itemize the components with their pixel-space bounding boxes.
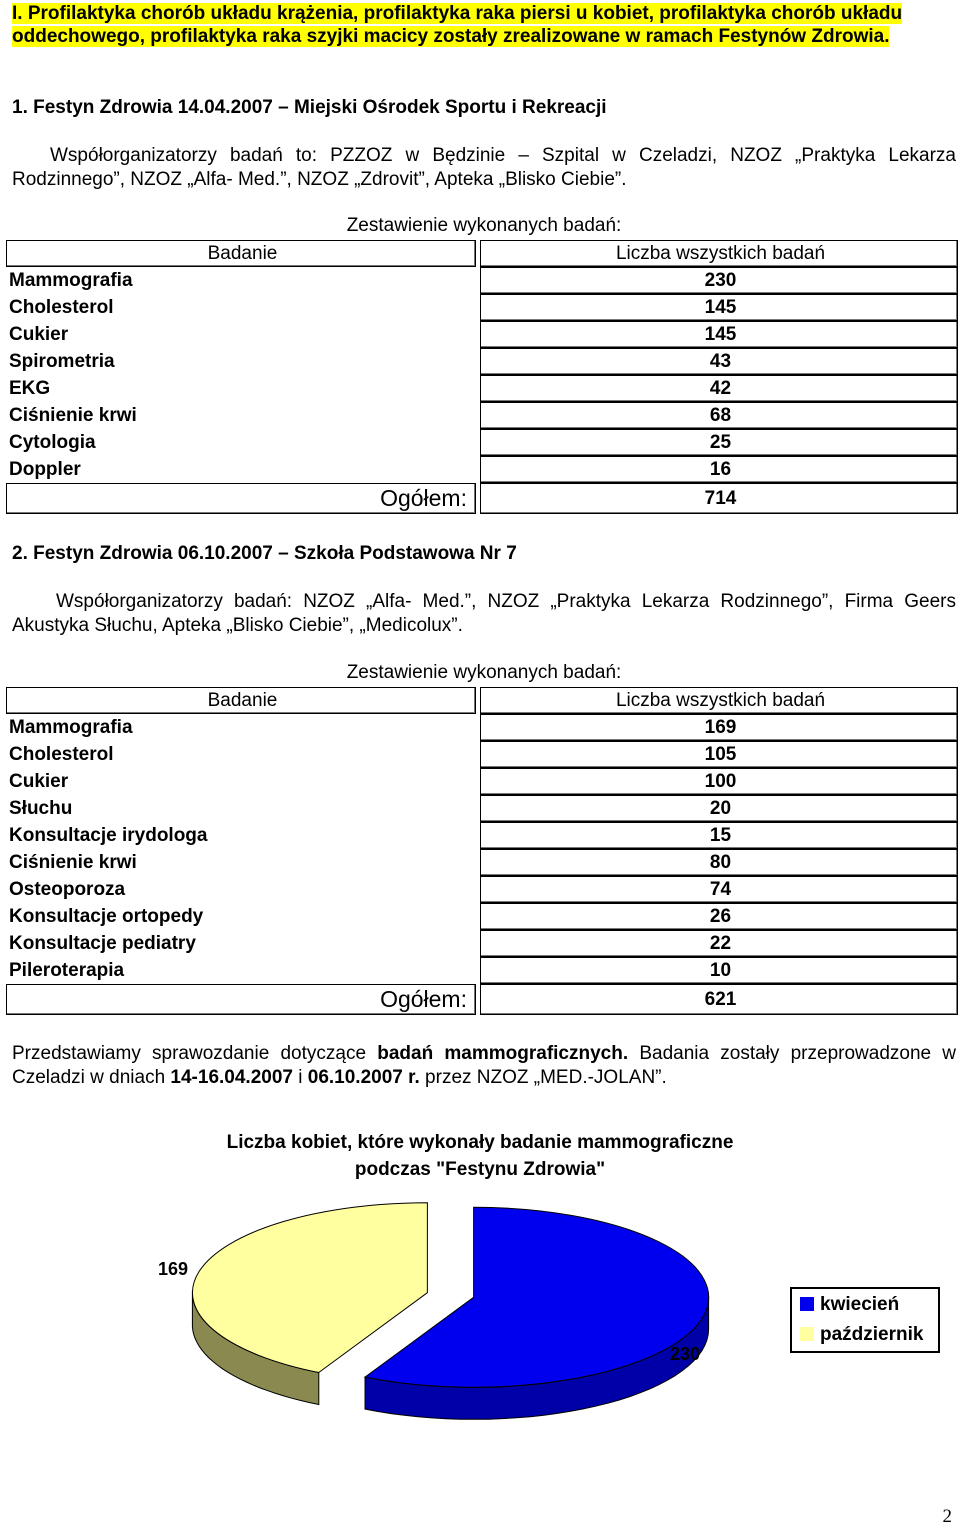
- total-label: Ogółem:: [6, 483, 476, 514]
- festyn1-place: – Miejski Ośrodek Sportu i Rekreacji: [272, 97, 607, 118]
- table-row: [6, 822, 958, 849]
- exam-count: 145: [480, 294, 958, 321]
- chart-title: [120, 1129, 840, 1183]
- exam-count: 25: [480, 429, 958, 456]
- column-header-liczba: Liczba wszystkich badań: [480, 687, 958, 714]
- exam-count: 10: [480, 957, 958, 984]
- chart-title-line-2: podczas "Festynu Zdrowia": [354, 1159, 606, 1180]
- exam-count: 22: [480, 930, 958, 957]
- summary-text-3: i: [292, 1067, 308, 1088]
- table-row: [6, 741, 958, 768]
- exam-name: Doppler: [9, 459, 81, 480]
- exam-name: Mammografia: [9, 270, 133, 291]
- table-row: [6, 456, 958, 483]
- legend-label-kwiecien: kwiecień: [820, 1294, 900, 1315]
- legend-item-pazdziernik: [800, 1323, 923, 1347]
- section-heading: [12, 2, 956, 48]
- exam-count: 68: [480, 402, 958, 429]
- column-header-badanie: Badanie: [6, 687, 476, 714]
- exam-name: Ciśnienie krwi: [9, 852, 137, 873]
- festyn2-title: 2. Festyn Zdrowia 06.10.2007 – Szkoła Podstawowa Nr 7: [12, 543, 517, 564]
- summary-text-4: przez NZOZ „MED.-JOLAN”.: [419, 1067, 667, 1088]
- festyn2-table: [6, 687, 958, 1015]
- exam-name: EKG: [9, 378, 51, 399]
- table-header-row: [6, 687, 958, 714]
- exam-name: Mammografia: [9, 717, 133, 738]
- table-row: [6, 375, 958, 402]
- table-row: [6, 876, 958, 903]
- legend-label-pazdziernik: październik: [820, 1324, 924, 1345]
- festyn1-title: [12, 97, 607, 119]
- table-row: [6, 402, 958, 429]
- festyn1-date: 1. Festyn Zdrowia 14.04.2007: [12, 97, 273, 118]
- legend-swatch-pazdziernik: [800, 1327, 814, 1341]
- exam-count: 169: [480, 714, 958, 741]
- exam-name: Konsultacje ortopedy: [9, 906, 204, 927]
- exam-name: Cholesterol: [9, 744, 114, 765]
- summary-bold-1: badań mammograficznych.: [377, 1043, 629, 1064]
- table-row: [6, 429, 958, 456]
- table-row: [6, 348, 958, 375]
- exam-name: Konsultacje irydologa: [9, 825, 208, 846]
- exam-name: Konsultacje pediatry: [9, 933, 196, 954]
- festyn2-coorganizers: Współorganizatorzy badań: NZOZ „Alfa- Med.”, NZOZ „Praktyka Lekarza Rodzinnego”, Firma Geers Akustyka Słuchu, Apteka „Blisko Ciebie”, „Medicolux”.: [12, 591, 956, 636]
- festyn2-table-caption: Zestawienie wykonanych badań:: [346, 662, 622, 683]
- exam-name: Słuchu: [9, 798, 73, 819]
- summary-date-2: 06.10.2007 r.: [307, 1067, 420, 1088]
- exam-name: Cytologia: [9, 432, 96, 453]
- summary-text-2: Badania zostały przeprowadzone w Czeladzi w dniach: [12, 1043, 957, 1088]
- exam-name: Spirometria: [9, 351, 115, 372]
- table-row: [6, 795, 958, 822]
- page-number: 2: [942, 1506, 952, 1527]
- chart-legend: [790, 1287, 940, 1353]
- legend-item-kwiecien: [800, 1293, 899, 1317]
- exam-count: 16: [480, 456, 958, 483]
- summary-date-1: 14-16.04.2007: [170, 1067, 293, 1088]
- festyn1-coorganizers: Współorganizatorzy badań to: PZZOZ w Będzinie – Szpital w Czeladzi, NZOZ „Praktyka Lekarza Rodzinnego”, NZOZ „Alfa- Med.”, NZOZ „Zdrovit”, Apteka „Blisko Ciebie”.: [12, 145, 956, 190]
- table-header-row: [6, 240, 958, 267]
- exam-name: Cukier: [9, 771, 69, 792]
- exam-count: 15: [480, 822, 958, 849]
- table-row: [6, 267, 958, 294]
- exam-count: 230: [480, 267, 958, 294]
- column-header-liczba: Liczba wszystkich badań: [480, 240, 958, 267]
- exam-count: 43: [480, 348, 958, 375]
- exam-name: Osteoporoza: [9, 879, 126, 900]
- table-row: [6, 957, 958, 984]
- table-row: [6, 768, 958, 795]
- mammography-summary: [12, 1042, 956, 1090]
- legend-swatch-kwiecien: [800, 1297, 814, 1311]
- exam-count: 105: [480, 741, 958, 768]
- exam-count: 20: [480, 795, 958, 822]
- table-total-row: [6, 984, 958, 1015]
- exam-name: Pileroterapia: [9, 960, 125, 981]
- table-row: [6, 294, 958, 321]
- exam-name: Ciśnienie krwi: [9, 405, 137, 426]
- summary-text-1: Przedstawiamy sprawozdanie dotyczące: [12, 1043, 378, 1064]
- section-heading-text: I. Profilaktyka chorób układu krążenia, profilaktyka raka piersi u kobiet, profilaktyka chorób układu oddechowego, profilaktyka raka szyjki macicy zostały zrealizowane w ramach Festynów Zdrowia.: [12, 3, 903, 47]
- table-row: [6, 903, 958, 930]
- exam-count: 145: [480, 321, 958, 348]
- exam-count: 100: [480, 768, 958, 795]
- mammography-pie-chart: [150, 1195, 770, 1435]
- festyn1-table-caption: Zestawienie wykonanych badań:: [346, 215, 622, 236]
- exam-count: 26: [480, 903, 958, 930]
- exam-count: 74: [480, 876, 958, 903]
- table-row: [6, 849, 958, 876]
- exam-count: 42: [480, 375, 958, 402]
- exam-count: 80: [480, 849, 958, 876]
- chart-title-line-1: Liczba kobiet, które wykonały badanie mammograficzne: [226, 1132, 734, 1153]
- table-row: [6, 321, 958, 348]
- total-label: Ogółem:: [6, 984, 476, 1015]
- table-row: [6, 714, 958, 741]
- table-row: [6, 930, 958, 957]
- pie-data-label-1: 169: [157, 1259, 189, 1279]
- festyn1-table: [6, 240, 958, 514]
- total-value: 714: [480, 483, 958, 514]
- column-header-badanie: Badanie: [6, 240, 476, 267]
- total-value: 621: [480, 984, 958, 1015]
- exam-name: Cholesterol: [9, 297, 114, 318]
- pie-data-label-0: 230: [669, 1344, 701, 1364]
- exam-name: Cukier: [9, 324, 69, 345]
- table-total-row: [6, 483, 958, 514]
